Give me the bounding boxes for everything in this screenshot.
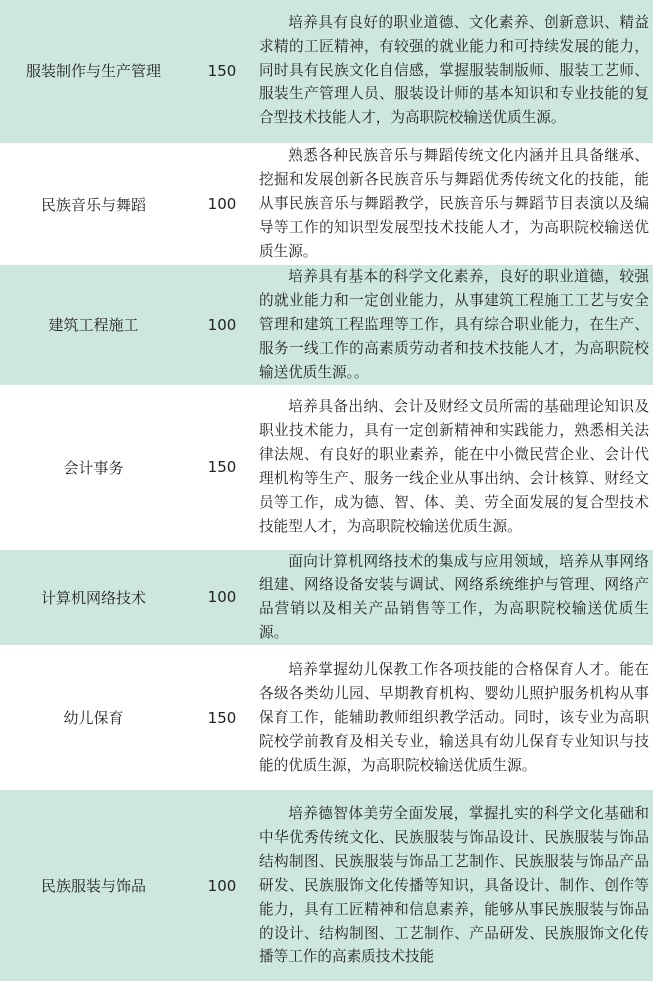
major-name: 会计事务 (0, 385, 187, 549)
major-name: 建筑工程施工 (0, 265, 187, 386)
training-goal: 培养具有基本的科学文化素养，良好的职业道德，较强的就业能力和一定创业能力，从事建筑工程施工工艺与安全管理和建筑工程监理等工作，具有综合职业能力，在生产、服务一线工作的高素质劳动者和技术技能人才，为高职院校输送优质生源。。 (257, 265, 653, 386)
table-row (0, 385, 653, 549)
enrollment-quota: 100 (187, 790, 257, 982)
table-row (0, 646, 653, 790)
enrollment-quota: 100 (187, 144, 257, 265)
training-goal: 面向计算机网络技术的集成与应用领域，培养从事网络组建、网络设备安装与调试、网络系统维护与管理、网络产品营销以及相关产品销售等工作，为高职院校输送优质生源。 (257, 549, 653, 646)
enrollment-quota: 150 (187, 385, 257, 549)
training-goal: 培养具备出纳、会计及财经文员所需的基础理论知识及职业技术能力，具有一定创新精神和实践能力，熟悉相关法律法规、有良好的职业素养，能在中小微民营企业、会计代理机构等生产、服务一线企业从事出纳、会计核算、财经文员等工作，成为德、智、体、美、劳全面发展的复合型技术技能型人才，为高职院校输送优质生源。 (257, 385, 653, 549)
training-goal: 培养德智体美劳全面发展，掌握扎实的科学文化基础和中华优秀传统文化、民族服装与饰品设计、民族服装与饰品结构制图、民族服装与饰品工艺制作、民族服装与饰品产品研发、民族服饰文化传播等知识，具备设计、制作、创作等能力，具有工匠精神和信息素养，能够从事民族服装与饰品的设计、结构制图、工艺制作、产品研发、民族服饰文化传播等工作的高素质技术技能 (257, 790, 653, 982)
table-row (0, 265, 653, 386)
training-goal: 培养掌握幼儿保教工作各项技能的合格保育人才。能在各级各类幼儿园、早期教育机构、婴幼儿照护服务机构从事保育工作，能辅助教师组织教学活动。同时，该专业为高职院校学前教育及相关专业，输送具有幼儿保育专业知识与技能的优质生源，为高职院校输送优质生源。 (257, 646, 653, 790)
enrollment-quota: 150 (187, 0, 257, 144)
table-row (0, 144, 653, 265)
training-goal: 熟悉各种民族音乐与舞蹈传统文化内涵并且具备继承、挖掘和发展创新各民族音乐与舞蹈优秀传统文化的技能，能从事民族音乐与舞蹈教学，民族音乐与舞蹈节目表演以及编导等工作的知识型发展型技术技能人才，为高职院校输送优质生源。 (257, 144, 653, 265)
major-name: 幼儿保育 (0, 646, 187, 790)
enrollment-quota: 100 (187, 265, 257, 386)
enrollment-quota: 100 (187, 549, 257, 646)
table-row (0, 0, 653, 144)
table-row (0, 790, 653, 982)
major-name: 服装制作与生产管理 (0, 0, 187, 144)
major-name: 计算机网络技术 (0, 549, 187, 646)
table-row (0, 549, 653, 646)
major-name: 民族服装与饰品 (0, 790, 187, 982)
major-name: 民族音乐与舞蹈 (0, 144, 187, 265)
training-goal: 培养具有良好的职业道德、文化素养、创新意识、精益求精的工匠精神，有较强的就业能力和可持续发展的能力，同时具有民族文化自信感，掌握服装制版师、服装工艺师、服装生产管理人员、服装设计师的基本知识和专业技能的复合型技术技能人才，为高职院校输送优质生源。 (257, 0, 653, 144)
enrollment-quota: 150 (187, 646, 257, 790)
